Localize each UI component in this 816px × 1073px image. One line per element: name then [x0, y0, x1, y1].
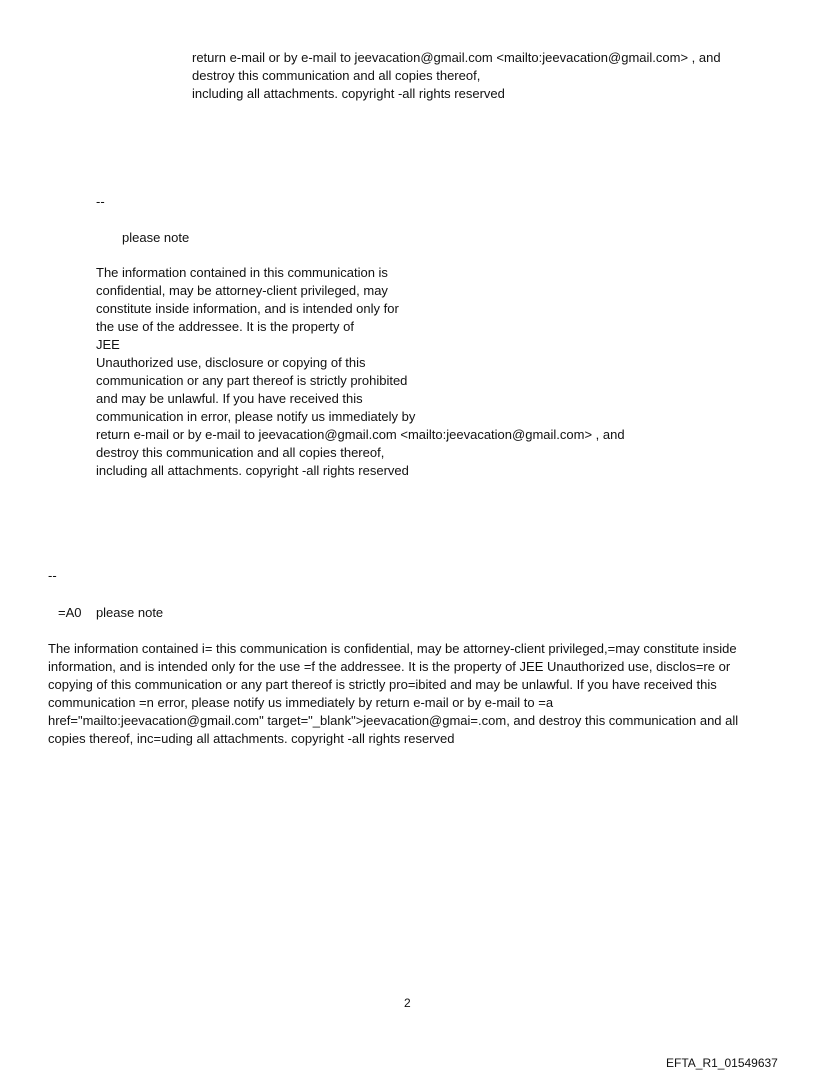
- text-line: communication or any part thereof is strictly prohibited: [96, 373, 408, 388]
- document-id: EFTA_R1_01549637: [666, 1056, 778, 1070]
- top-disclaimer-tail: [192, 49, 721, 103]
- text-line: and may be unlawful. If you have received this: [96, 391, 363, 406]
- separator: --: [48, 568, 57, 583]
- text-line: destroy this communication and all copies thereof,: [96, 445, 385, 460]
- text-line: constitute inside information, and is intended only for: [96, 301, 399, 316]
- text-line: return e-mail or by e-mail to jeevacation@gmail.com <mailto:jeevacation@gmail.com> , and: [96, 427, 625, 442]
- text-line: destroy this communication and all copies thereof,: [192, 68, 481, 83]
- text-line: including all attachments. copyright -all rights reserved: [192, 86, 505, 101]
- please-note-heading: =A0 please note: [58, 605, 164, 620]
- text-line: return e-mail or by e-mail to jeevacation@gmail.com <mailto:jeevacation@gmail.com> , and: [192, 50, 721, 65]
- text-line: including all attachments. copyright -all rights reserved: [96, 463, 409, 478]
- text-line: the use of the addressee. It is the property of: [96, 319, 354, 334]
- text-line: Unauthorized use, disclosure or copying of this: [96, 355, 366, 370]
- disclaimer-block: [96, 264, 625, 480]
- disclaimer-paragraph: The information contained i= this communication is confidential, may be attorney-client privileged,=may constitute inside information, and is intended only for the use =f the addressee. It is the property of JEE Unauthorized use, disclos=re or copying of this communication or any part thereof is strictly pro=ibited and may be unlawful. If you have received this communication =n error, please notify us immediately by return e-mail or by e-mail to =a href="mailto:jeevacation@gmail.com" target="_blank">jeevacation@gmai=.com, and destroy this communication and all copies thereof, inc=uding all attachments. copyright -all rights reserved: [48, 641, 739, 746]
- page-number: 2: [404, 996, 411, 1010]
- text-line: confidential, may be attorney-client privileged, may: [96, 283, 388, 298]
- text-line: communication in error, please notify us immediately by: [96, 409, 416, 424]
- text-line: JEE: [96, 337, 120, 352]
- separator: --: [96, 194, 105, 209]
- please-note-heading: please note: [122, 230, 190, 245]
- text-line: The information contained in this communication is: [96, 265, 388, 280]
